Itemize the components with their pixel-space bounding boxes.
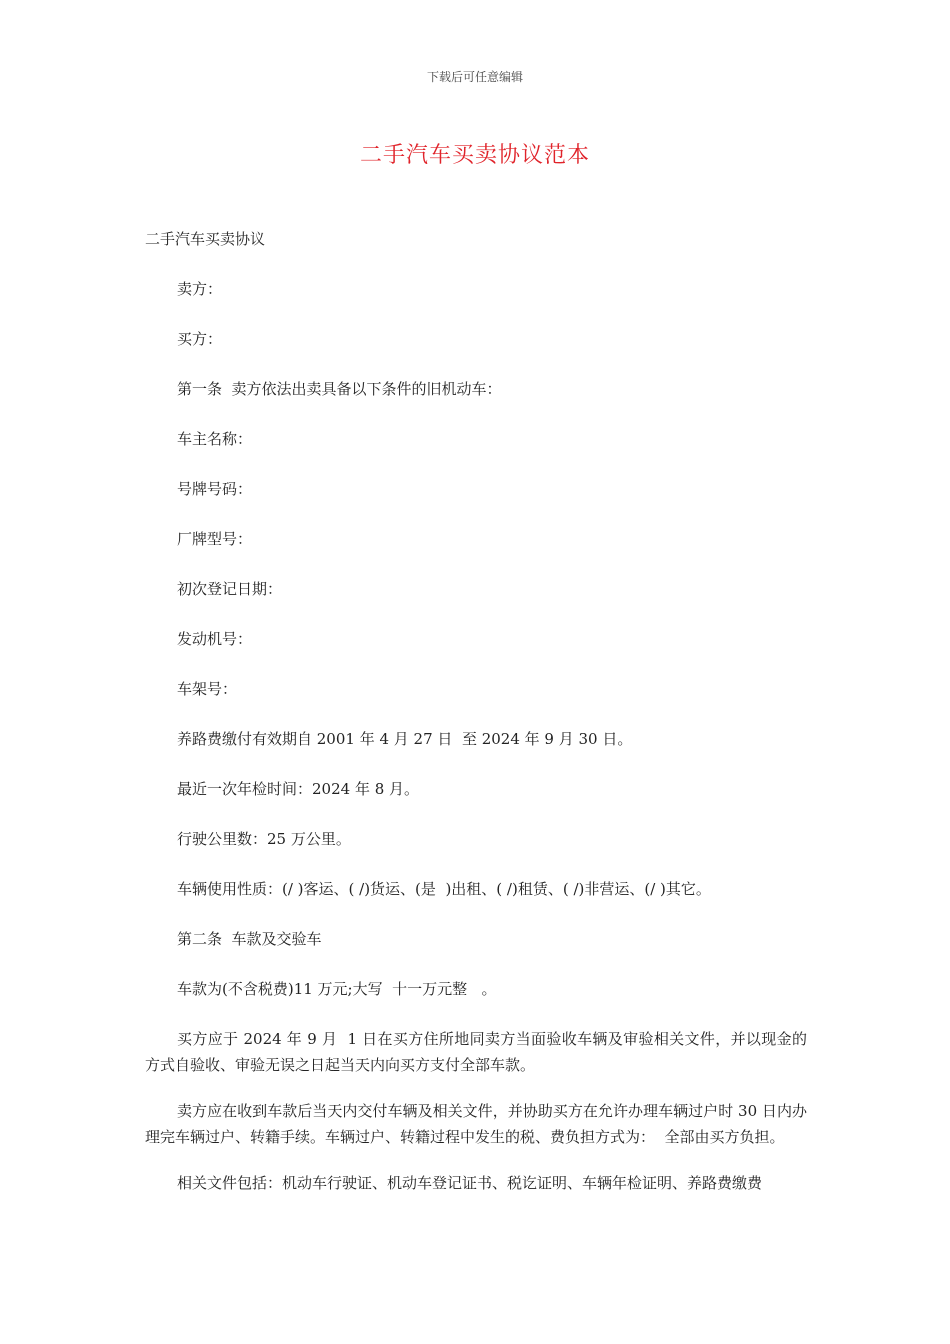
- document-body: [145, 226, 807, 1216]
- brand-model-field: 厂牌型号：: [177, 530, 253, 548]
- first-registration-field: 初次登记日期：: [177, 580, 283, 598]
- delivery-clause: 卖方应在收到车款后当天内交付车辆及相关文件，并协助买方在允许办理车辆过户时 30 日内办理完车辆过户、转籍手续。车辆过户、转籍过程中发生的税、费负担方式为： 全部由买方负担。: [145, 1102, 807, 1146]
- frame-number-field: 车架号：: [177, 680, 238, 698]
- payment-clause: 买方应于 2024 年 9 月 1 日在买方住所地同卖方当面验收车辆及审验相关文件，并以现金的方式自验收、审验无误之日起当天内向买方支付全部车款。: [145, 1030, 807, 1074]
- owner-name-field: 车主名称：: [177, 430, 253, 448]
- vehicle-usage: 车辆使用性质：(/ )客运、( /)货运、(是 )出租、( /)租赁、( /)非营运、(/ )其它。: [177, 880, 711, 898]
- seller-field: 卖方：: [177, 280, 223, 298]
- plate-number-field: 号牌号码：: [177, 480, 253, 498]
- buyer-field: 买方：: [177, 330, 223, 348]
- documents-clause: 相关文件包括：机动车行驶证、机动车登记证书、税讫证明、车辆年检证明、养路费缴费: [177, 1174, 763, 1192]
- header-note: 下载后可任意编辑: [426, 70, 523, 84]
- agreement-heading: 二手汽车买卖协议: [145, 230, 266, 248]
- price-clause: 车款为(不含税费)11 万元;大写 十一万元整 。: [177, 980, 497, 998]
- article-one-heading: 第一条 卖方依法出卖具备以下条件的旧机动车：: [177, 380, 502, 398]
- article-two-heading: 第二条 车款及交验车: [177, 930, 322, 948]
- last-inspection: 最近一次年检时间：2024 年 8 月。: [177, 780, 420, 798]
- mileage: 行驶公里数：25 万公里。: [177, 830, 351, 848]
- road-fee-period: 养路费缴付有效期自 2001 年 4 月 27 日 至 2024 年 9 月 30 日。: [177, 730, 633, 748]
- engine-number-field: 发动机号：: [177, 630, 253, 648]
- document-title: 二手汽车买卖协议范本: [359, 143, 590, 168]
